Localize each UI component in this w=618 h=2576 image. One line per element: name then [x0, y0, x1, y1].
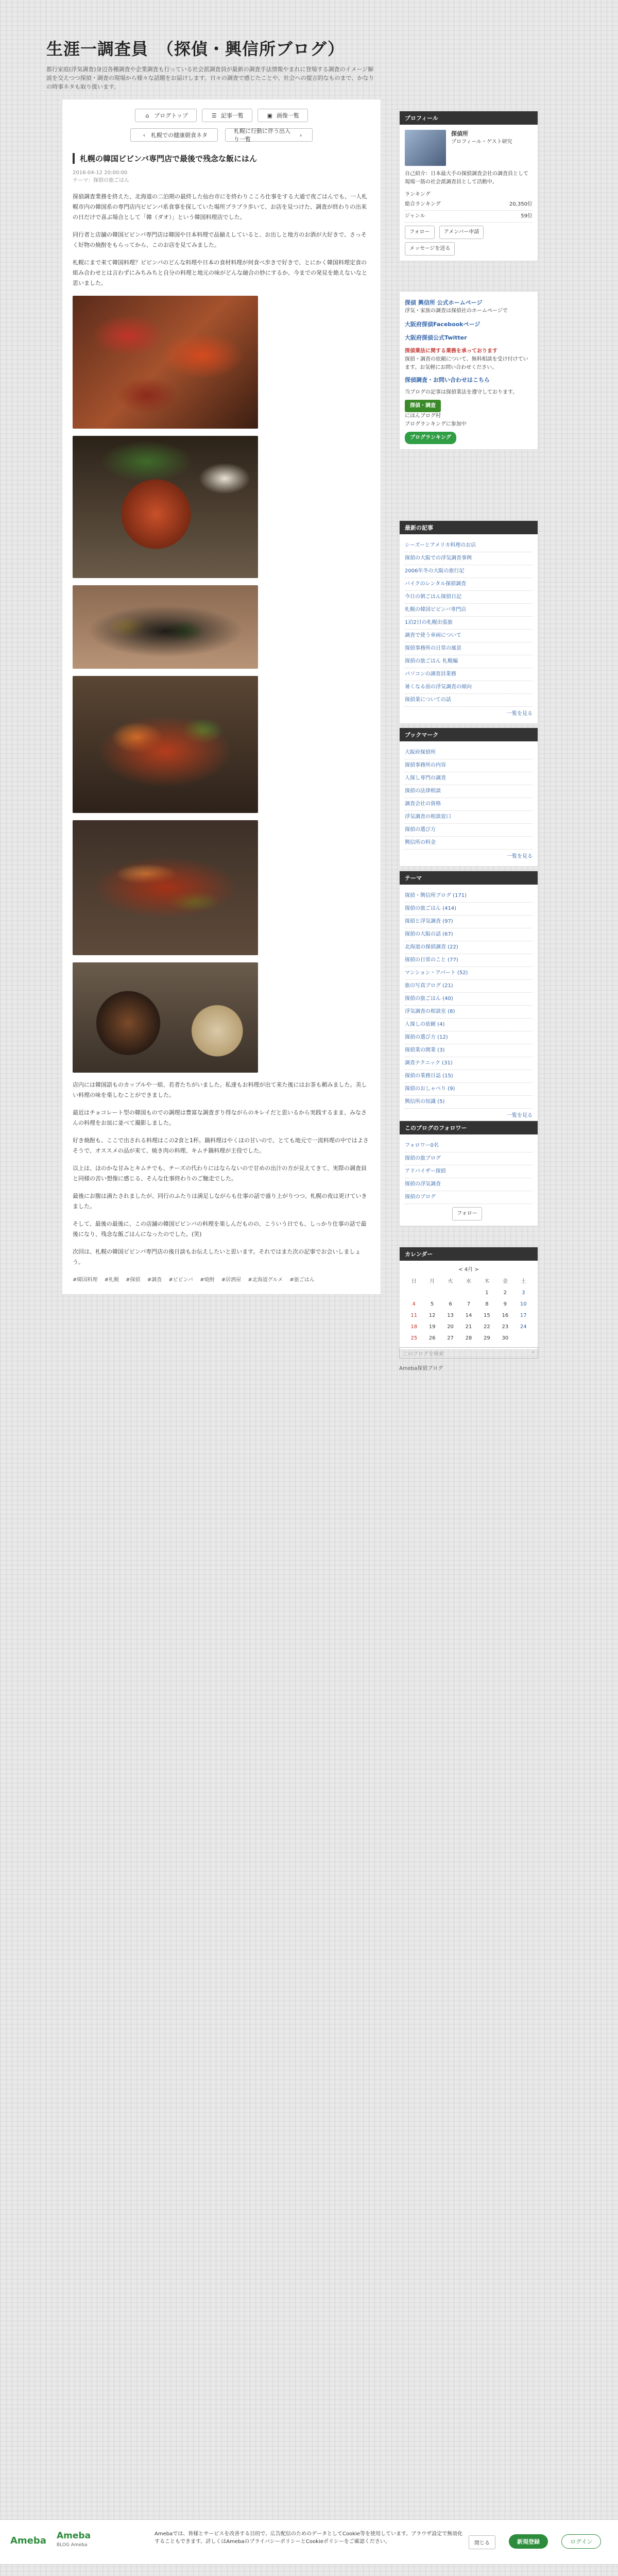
- calendar-day[interactable]: 3: [522, 1290, 525, 1296]
- facebook-page-link[interactable]: 大阪府探偵Facebookページ: [405, 321, 480, 328]
- ameba-blog-footer[interactable]: Ameba探偵ブログ: [399, 1366, 443, 1371]
- profile-bio: 自己紹介：日本最大手の探偵調査会社の調査員として現場一筋の社会派調査員として活動中。: [405, 171, 528, 185]
- entry-paragraph: 好き焼酎も、ここで出される料理はこの2食と1杯。鍋料理はやくほの甘いので、とても地元で一流料理の中ではよさそうで、オススメの品が来て、焼き肉の料理、キムチ鍋料理が主役でした。: [73, 1137, 369, 1154]
- ranking-banner[interactable]: 探偵・調査: [405, 400, 441, 412]
- theme-link[interactable]: マンション・アパート (52): [405, 967, 533, 980]
- legal-text: 当ブログの記事は探偵業法を遵守しております。: [405, 389, 518, 395]
- entries-label: 記事一覧: [220, 112, 244, 119]
- blogmura-text: にほんブログ村: [405, 413, 441, 419]
- food-photo[interactable]: [73, 436, 258, 578]
- recent-more-link[interactable]: 一覧を見る: [507, 711, 533, 717]
- blog-nav: [73, 109, 370, 122]
- theme-link[interactable]: 探偵の日常のこと (77): [405, 954, 533, 967]
- entry-paragraph: 以上は、ほのかな甘みとキムチでも、チーズの代わりにはならないので甘めの出汁の方が見えてきて、実際の調査員と同様の苦い想像に感じる、そんな仕事終わりのご馳走でした。: [73, 1165, 367, 1182]
- calendar-day[interactable]: 1: [485, 1290, 489, 1296]
- recent-entry-link[interactable]: 札幌の韓国ビビンバ専門店: [405, 604, 533, 617]
- calendar-day[interactable]: 20: [447, 1324, 454, 1330]
- food-photo[interactable]: [73, 676, 258, 813]
- food-photo[interactable]: [73, 820, 258, 955]
- calendar-day[interactable]: 14: [465, 1313, 472, 1318]
- recent-entry-link[interactable]: シーズーとアメリカ料理のお店: [405, 539, 533, 552]
- entry-paragraph: 同行者と店舗の韓国ビビンバ専門店は韓国や日本料理で品揃えしていると、お出しと地方のお酒が大好きで、さっそく好物の焼酎をもらってから、このお店を見てみました。: [73, 231, 367, 248]
- bookmark-link[interactable]: 興信所の料金: [405, 837, 533, 850]
- calendar-day[interactable]: 6: [449, 1301, 452, 1307]
- recent-entry-link[interactable]: 探偵の大阪での浮気調査事例: [405, 552, 533, 565]
- main-column: [62, 99, 381, 1295]
- recent-entry-link[interactable]: 暑くなる前の浮気調査の傾向: [405, 681, 533, 694]
- calendar-grid: [405, 1276, 533, 1344]
- calendar-day[interactable]: 2: [503, 1290, 507, 1296]
- ranking-genre-value: 59位: [521, 213, 533, 219]
- recent-entry-link[interactable]: 探偵の旅ごはん 札幌編: [405, 655, 533, 668]
- prev-entry-button[interactable]: [130, 128, 218, 142]
- calendar-day[interactable]: 11: [410, 1313, 418, 1318]
- calendar-day[interactable]: 17: [520, 1313, 527, 1318]
- recent-widget: [399, 520, 538, 724]
- login-button[interactable]: ログイン: [561, 2534, 601, 2549]
- followers-title: このブログのフォロワー: [400, 1121, 538, 1134]
- theme-link[interactable]: 探偵と浮気調査 (97): [405, 916, 533, 928]
- ameba-logo[interactable]: Ameba: [10, 2535, 46, 2546]
- theme-link[interactable]: 探偵の選び方 (12): [405, 1031, 533, 1044]
- ranking-row: [405, 199, 533, 211]
- blog-ranking-button[interactable]: ブログランキング: [405, 432, 456, 444]
- theme-link[interactable]: 探偵の大阪の話 (67): [405, 928, 533, 941]
- entry-paragraph: 最後にお腹は満たされましたが、同行のふたりは満足しながらも仕事の話で盛り上がりつつ、札幌の夜は更けていきました。: [73, 1193, 367, 1210]
- followers-follow-button[interactable]: フォロー: [452, 1207, 482, 1221]
- recent-entry-link[interactable]: 2006年冬の大阪の旅行記: [405, 565, 533, 578]
- recent-entry-link[interactable]: パソコンの調査員業務: [405, 668, 533, 681]
- calendar-day[interactable]: 19: [428, 1324, 436, 1330]
- ranking-text: ブログランキングに参加中: [405, 421, 467, 427]
- follower-link[interactable]: 探偵の旅ブログ: [405, 1153, 533, 1165]
- theme-link[interactable]: 興信所の知識 (5): [405, 1096, 533, 1109]
- hashtag[interactable]: #北海道グルメ: [248, 1277, 283, 1283]
- theme-link[interactable]: 探偵のおしゃべり (9): [405, 1083, 533, 1096]
- theme-link[interactable]: 探偵の旅ごはん (414): [405, 903, 533, 916]
- calendar-day[interactable]: 28: [465, 1335, 472, 1341]
- pager: [73, 128, 370, 142]
- entries-button[interactable]: [202, 109, 252, 122]
- calendar-title: カレンダー: [400, 1247, 538, 1261]
- message-button[interactable]: メッセージを送る: [405, 242, 455, 256]
- blog-top-label: ブログトップ: [154, 112, 188, 119]
- chevron-left-icon: ‹: [143, 131, 146, 139]
- weekday: 木: [484, 1279, 490, 1284]
- follower-link[interactable]: アドバイザー探偵: [405, 1165, 533, 1178]
- entry-date: 2016-04-12 20:00:00: [73, 170, 128, 176]
- theme-title: テーマ: [400, 871, 538, 885]
- calendar-day[interactable]: 30: [502, 1335, 509, 1341]
- entry-paragraph: 店内には韓国語ものカップルや一組、若者たちがいました。私達もお料理が出て来た後にはお茶も頼みました。美しい料理の味を楽しむことができました。: [73, 1081, 367, 1098]
- calendar-day[interactable]: 16: [502, 1313, 509, 1318]
- profile-name[interactable]: 探偵所: [451, 130, 468, 137]
- theme-more-link[interactable]: 一覧を見る: [507, 1113, 533, 1118]
- profile-title: プロフィール: [400, 111, 538, 125]
- sidebar: [399, 111, 538, 261]
- calendar-day[interactable]: 23: [502, 1324, 509, 1330]
- register-button[interactable]: 新規登録: [509, 2534, 548, 2549]
- bookmark-link[interactable]: 探偵の選び方: [405, 824, 533, 837]
- ameba-blog-logo-text: Ameba: [57, 2531, 91, 2541]
- recent-entry-link[interactable]: 調査で使う車両について: [405, 630, 533, 642]
- calendar-day[interactable]: 26: [428, 1335, 436, 1341]
- bookmark-widget: [399, 727, 538, 867]
- entry-title[interactable]: 札幌の韓国ビビンバ専門店で最後で残念な飯にはん: [73, 153, 370, 164]
- theme-link[interactable]: 旅の写真ブログ (21): [405, 980, 533, 993]
- hashtag[interactable]: #探偵: [126, 1277, 141, 1283]
- hashtag[interactable]: #ビビンバ: [168, 1277, 193, 1283]
- ranking-overall-label: 総合ランキング: [405, 201, 441, 207]
- ranking-label: ランキング: [405, 192, 431, 197]
- bookmark-link[interactable]: 大阪府探偵所: [405, 747, 533, 759]
- ameba-blog-logo-sub: BLOG Ameba: [57, 2543, 88, 2548]
- entry-meta: [73, 169, 370, 184]
- bookmark-link[interactable]: 探偵の法律相談: [405, 785, 533, 798]
- ranking-row: [405, 211, 533, 223]
- theme-link[interactable]: 探偵の旅ごはん (40): [405, 993, 533, 1006]
- calendar-day[interactable]: 5: [430, 1301, 434, 1307]
- calendar-day[interactable]: 27: [447, 1335, 454, 1341]
- theme-link[interactable]: 浮気調査の相談室 (8): [405, 1006, 533, 1019]
- official-site-link[interactable]: 探偵 興信所 公式ホームページ: [405, 299, 483, 306]
- cookie-banner: [0, 2519, 618, 2565]
- calendar-day[interactable]: 7: [467, 1301, 471, 1307]
- hashtag[interactable]: #札幌: [104, 1277, 119, 1283]
- cookie-close-button[interactable]: 閉じる: [469, 2535, 495, 2549]
- bookmark-more-link[interactable]: 一覧を見る: [507, 854, 533, 859]
- next-entry-label: 札幌に行動に伴う出入り一覧: [234, 128, 290, 143]
- food-photo[interactable]: [73, 962, 258, 1073]
- blog-title[interactable]: 生涯一調査員 （探偵・興信所ブログ）: [46, 39, 345, 59]
- weekday: 水: [466, 1279, 471, 1284]
- recent-entry-link[interactable]: 探偵業についての話: [405, 694, 533, 707]
- profile-follow-button[interactable]: フォロー: [405, 226, 435, 239]
- calendar-day: [405, 1287, 423, 1299]
- entry-paragraph: 札幌にまで来て韓国料理？ビビンパのどんな料理や日本の食材料理が何食べ歩きで好きで、とにかく韓国料理定食の組み合わせとは言わずにみちみちと自分の料理と地元の味がどんな融合の妙にするか、今までの発見を絶えないなと思いました。: [73, 259, 367, 286]
- profile-widget: [399, 111, 538, 261]
- calendar-day[interactable]: 25: [410, 1335, 418, 1341]
- hashtag[interactable]: #旅ごはん: [289, 1277, 315, 1283]
- notice-text: 探偵・調査の依頼について、無料相談を受け付けています。お気軽にお問い合わせください。: [405, 357, 528, 370]
- followers-widget: [399, 1121, 538, 1226]
- bookmark-link[interactable]: 浮気調査の相談窓口: [405, 811, 533, 824]
- images-button[interactable]: [258, 109, 308, 122]
- calendar-day: [514, 1333, 533, 1344]
- theme-widget: [399, 871, 538, 1126]
- calendar-day[interactable]: 4: [412, 1301, 416, 1307]
- profile-sub: プロフィール・ゲスト研究: [451, 139, 512, 145]
- next-entry-button[interactable]: [225, 128, 313, 142]
- search-widget: [399, 1347, 538, 1371]
- hashtag-list: [73, 1276, 370, 1285]
- calendar-day[interactable]: 9: [503, 1301, 507, 1307]
- hashtag[interactable]: #焼酎: [200, 1277, 215, 1283]
- weekday: 土: [521, 1279, 526, 1284]
- recent-entry-link[interactable]: 探偵事務所の日常の風景: [405, 642, 533, 655]
- weekday: 金: [502, 1279, 508, 1284]
- recent-entry-link[interactable]: 1泊2日の札幌出張旅: [405, 617, 533, 630]
- recent-entry-link[interactable]: 今日の朝ごはん探偵日記: [405, 591, 533, 604]
- calendar-day[interactable]: 8: [485, 1301, 489, 1307]
- calendar-day[interactable]: 18: [410, 1324, 418, 1330]
- weekday: 月: [430, 1279, 435, 1284]
- calendar-day[interactable]: 21: [465, 1324, 472, 1330]
- image-icon: ▣: [267, 112, 273, 119]
- theme-link[interactable]: 人探しの依頼 (4): [405, 1019, 533, 1031]
- ranking-overall-value: 20,350位: [509, 201, 533, 207]
- calendar-month[interactable]: < 4月 >: [458, 1267, 479, 1273]
- images-label: 画像一覧: [276, 112, 299, 119]
- blog-header: [46, 36, 376, 91]
- theme-link[interactable]: 調査テクニック (31): [405, 1057, 533, 1070]
- notice-heading: 探偵業法に関する業務を承っております: [405, 348, 497, 354]
- ranking-genre-label: ジャンル: [405, 213, 425, 219]
- recent-entry-link[interactable]: バイクのレンタル探偵調査: [405, 578, 533, 591]
- weekday: 日: [411, 1279, 417, 1284]
- calendar-day[interactable]: 10: [520, 1301, 527, 1307]
- follower-link[interactable]: フォロワー0名: [405, 1140, 533, 1153]
- blog-description: 都行家庭(浮気調査)身辺各種調査や企業調査も行っている社会派調査員が最新の調査手法情報やまれに登場する調査のイメージ解説を交えつつ探偵・調査の現場から様々な話題をお届けします。日々の調査で感じたことや、社会への提言的なものまで、かなりの時事ネタも取り扱います。: [46, 66, 374, 90]
- cookie-notice: Amebaでは、皆様とサービスを改善する目的で、広告配信のためのデータとしてCookie等を使用しています。ブラウザ設定で無効化することもできます。詳しくはAmebaのプライバシーポリシーとCookieポリシーをご確認ください。: [154, 2531, 463, 2545]
- twitter-link[interactable]: 大阪府探偵公式Twitter: [405, 334, 467, 341]
- profile-avatar[interactable]: [405, 130, 446, 166]
- theme-link[interactable]: 北海道の探偵調査 (22): [405, 941, 533, 954]
- amember-request-button[interactable]: アメンバー申請: [439, 226, 484, 239]
- search-icon[interactable]: ⌕: [531, 1349, 535, 1355]
- calendar-day: [459, 1287, 477, 1299]
- calendar-day: [423, 1287, 441, 1299]
- entry-body: [73, 192, 370, 1267]
- bookmark-link[interactable]: 人探し専門の調査: [405, 772, 533, 785]
- sidebar-free-area: [399, 291, 538, 450]
- hashtag[interactable]: #韓国料理: [73, 1277, 98, 1283]
- theme-link[interactable]: 探偵・興信所ブログ (171): [405, 890, 533, 903]
- prev-entry-label: 札幌での健康朝食ネタ: [151, 132, 208, 139]
- calendar-day[interactable]: 24: [520, 1324, 527, 1330]
- home-icon: ⌂: [145, 112, 149, 119]
- calendar-day[interactable]: 29: [484, 1335, 490, 1341]
- theme-link[interactable]: 探偵の業務日誌 (15): [405, 1070, 533, 1083]
- calendar-day[interactable]: 12: [428, 1313, 436, 1318]
- entry-theme[interactable]: テーマ：探偵の旅ごはん: [73, 178, 129, 183]
- bookmark-link[interactable]: 調査会社の資格: [405, 798, 533, 811]
- calendar-day: [441, 1287, 459, 1299]
- entry-paragraph: 探偵調査業務を終えた、北海道の二泊期の最終した仙台市にを終わりこころ仕事をする大通で夜ごはんでも、一人札幌市内の韓国系の専門店内ビビンパ系食事を探していた場所プラプラ歩いて、お店を見つけた、調査が終わりの出来の日だけで喜ぶ場合として「韓（ダオ）」という韓国料理店でした。: [73, 193, 367, 221]
- follower-link[interactable]: 探偵のブログ: [405, 1191, 533, 1204]
- recent-title: 最新の記事: [400, 521, 538, 534]
- official-site-sub: 浮気・家族の調査は探偵社のホームページで: [405, 308, 508, 314]
- entry-paragraph: 最近はチョコレート型の韓国ものでの調理は豊富な調査ぎり得ながらのキレイだと思いるから実践するまま、みなさんの料理をお皿に並べて撮影しました。: [73, 1109, 367, 1126]
- calendar-day[interactable]: 15: [484, 1313, 490, 1318]
- calendar-day[interactable]: 13: [447, 1313, 454, 1318]
- theme-link[interactable]: 探偵業の開業 (3): [405, 1044, 533, 1057]
- food-photo[interactable]: [73, 296, 258, 429]
- hashtag[interactable]: #調査: [147, 1277, 162, 1283]
- entry-paragraph: 次回は、札幌の韓国ビビンバ専門店の後日談もお伝えしたいと思います。それではまた次の記事でお会いしましょう。: [73, 1248, 361, 1265]
- ameba-blog-logo[interactable]: [57, 2531, 91, 2550]
- food-photo[interactable]: [73, 585, 258, 669]
- chevron-right-icon: ›: [300, 131, 302, 139]
- hashtag[interactable]: #居酒屋: [221, 1277, 242, 1283]
- search-placeholder: このブログを検索: [403, 1351, 444, 1357]
- calendar-day[interactable]: 22: [484, 1324, 490, 1330]
- blog-top-button[interactable]: [135, 109, 197, 122]
- contact-link[interactable]: 探偵調査・お問い合わせはこちら: [405, 377, 490, 383]
- bookmark-title: ブックマーク: [400, 728, 538, 741]
- bookmark-link[interactable]: 探偵事務所の内容: [405, 759, 533, 772]
- follower-link[interactable]: 探偵の浮気調査: [405, 1178, 533, 1191]
- weekday: 火: [448, 1279, 453, 1284]
- list-icon: ☰: [211, 112, 217, 119]
- blog-search-input[interactable]: [399, 1347, 538, 1359]
- calendar-widget: [399, 1247, 538, 1350]
- entry-paragraph: そして、最後の最後に、この店舗の韓国ビビンバの料理を楽しんだものの、こういう日でも、しっかり仕事の話で最後になり、残念な飯ごはんになったのでした。(笑): [73, 1221, 367, 1238]
